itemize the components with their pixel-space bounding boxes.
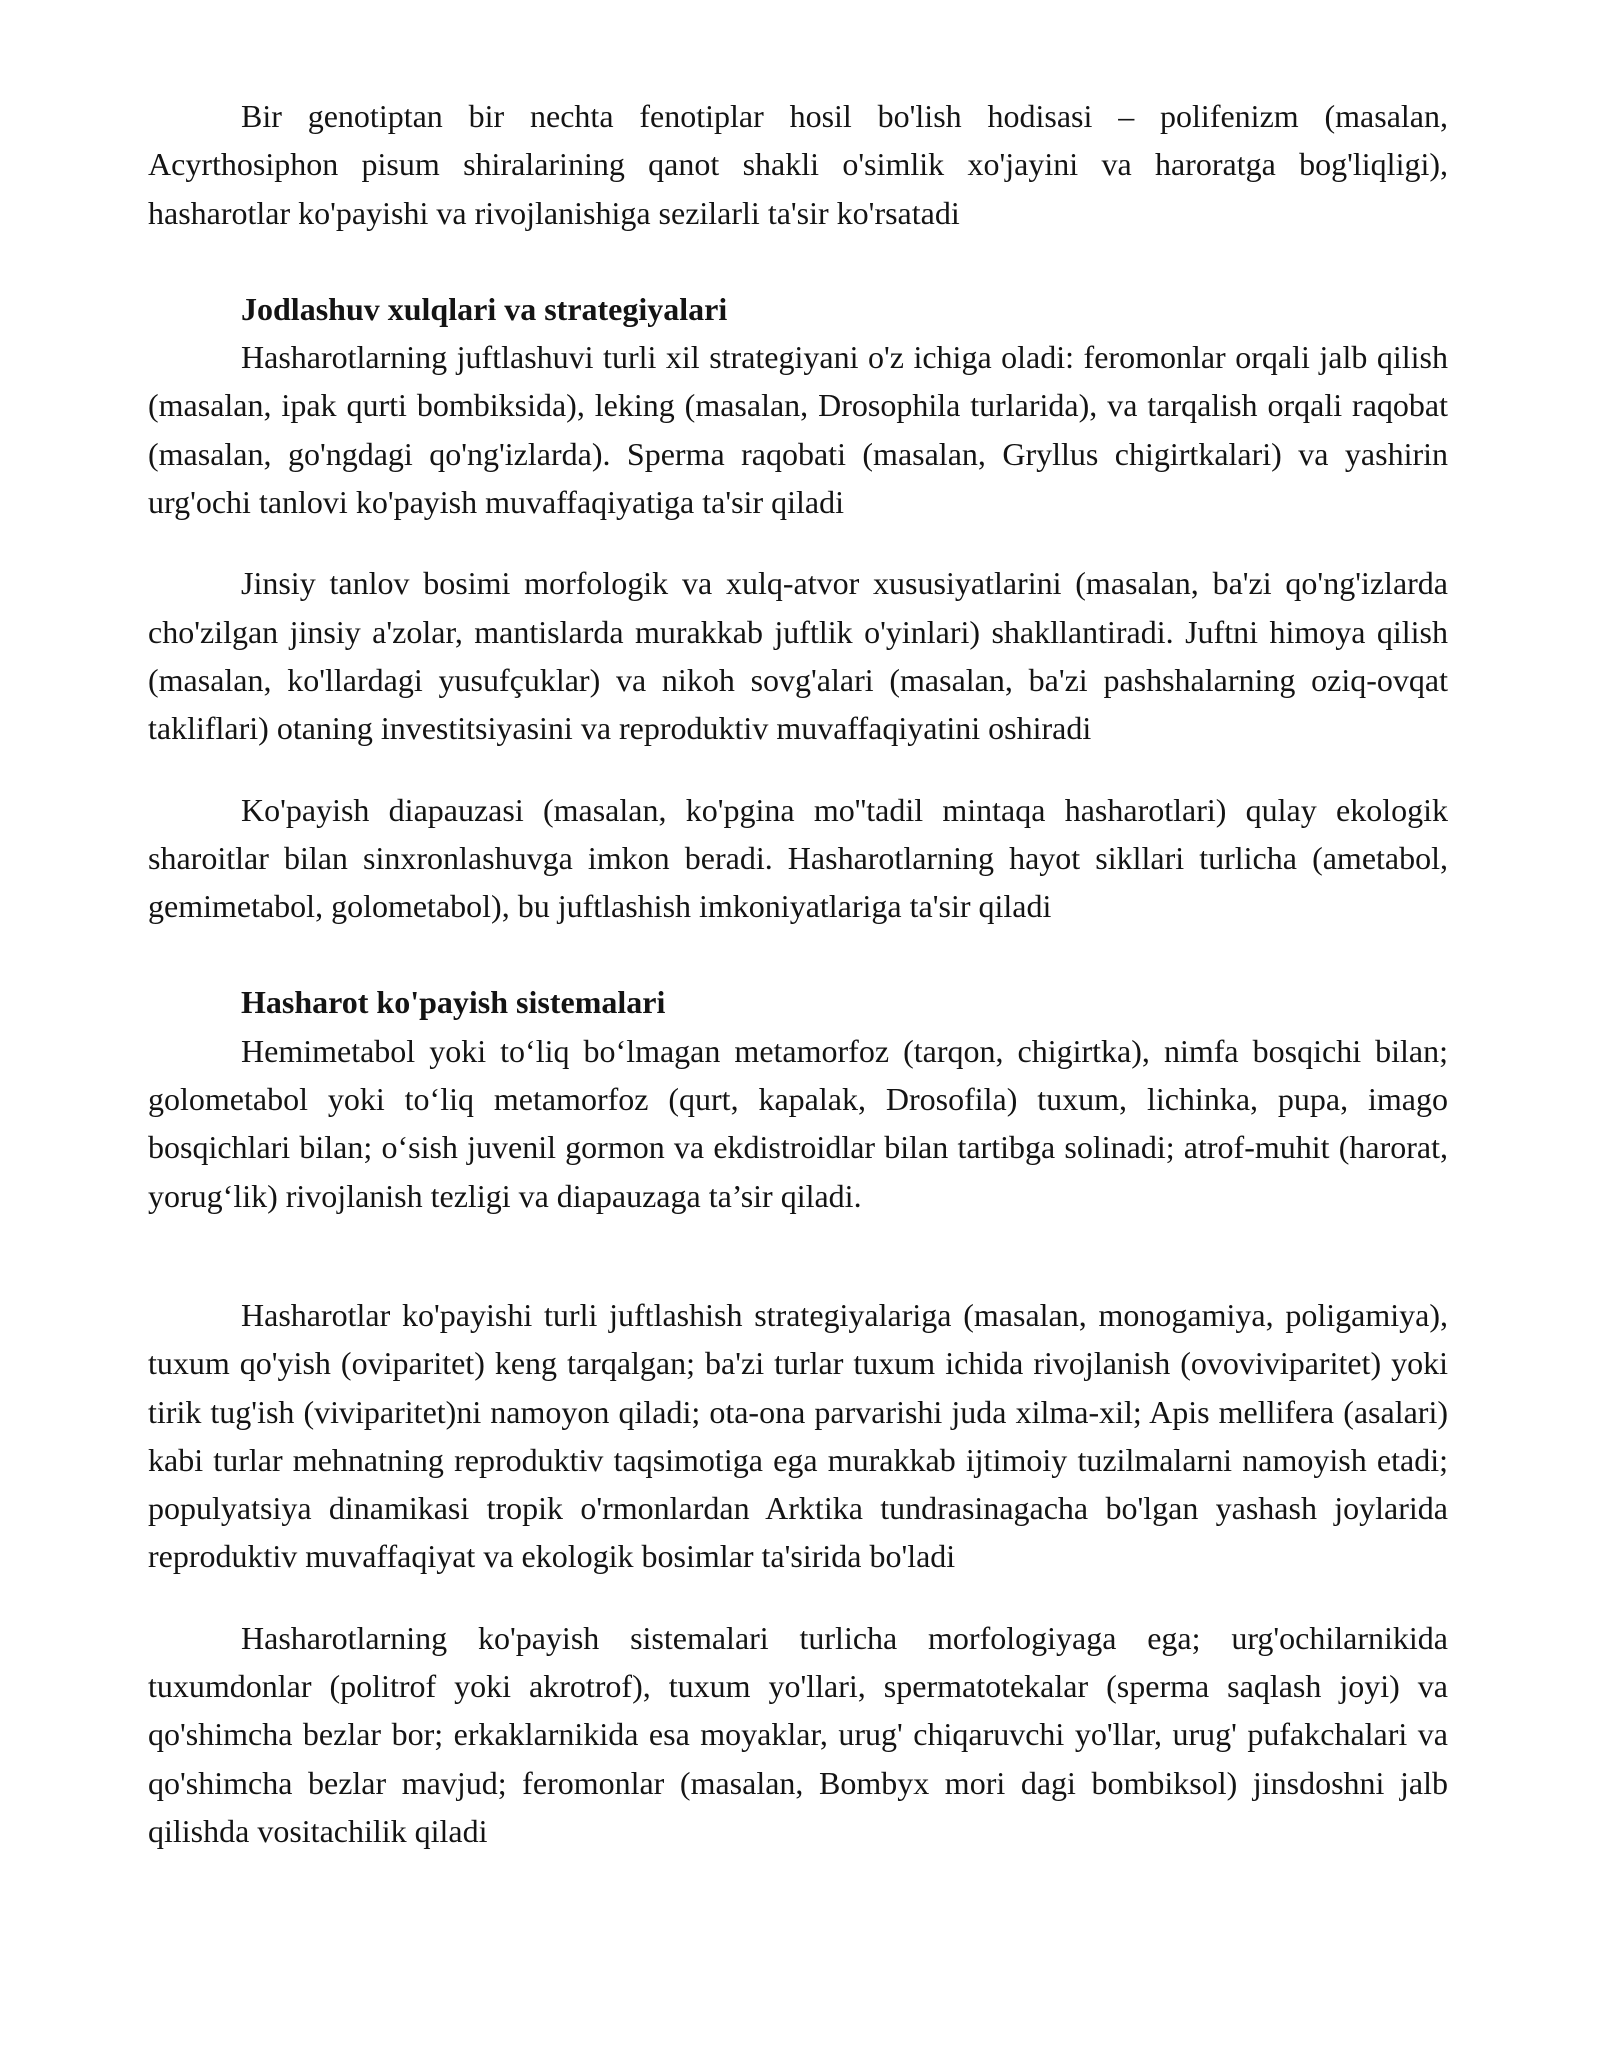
spacer: [148, 237, 1448, 285]
heading-reproductive-systems: Hasharot ko'payish sistemalari: [241, 984, 666, 1021]
spacer: [148, 526, 1448, 559]
paragraph-reproductive-morphology: Hasharotlarning ko'payish sistemalari turlicha morfologiyaga ega; urg'ochilarnikida tuxumdonlar (politrof yoki akrotrof), tuxum yo'llari, spermatotekalar (sperma saqlash joyi) va qo'shimcha bezlar bor; erkaklarnikida esa moyaklar, urug' chiqaruvchi yo'llar, urug' pufakchalari va qo'shimcha bezlar mavjud; feromonlar (masalan, Bombyx mori dagi bombiksol) jinsdoshni jalb qilishda vositachilik qiladi: [148, 1619, 1448, 1849]
paragraph-mating-strategies: Hasharotlarning juftlashuvi turli xil strategiyani o'z ichiga oladi: feromonlar orqali jalb qilish (masalan, ipak qurti bombiksida), leking (masalan, Drosophila turlarida), va tarqalish orqali raqobat (masalan, go'ngdagi qo'ng'izlarda). Sperma raqobati (masalan, Gryllus chigirtkalari) va yashirin urg'ochi tanlovi ko'payish muvaffaqiyatiga ta'sir qiladi: [148, 339, 1448, 521]
paragraph-metamorphosis: Hemimetabol yoki to‘liq bo‘lmagan metamorfoz (tarqon, chigirtka), nimfa bosqichi bilan; golometabol yoki to‘liq metamorfoz (qurt, kapalak, Drosofila) tuxum, lichinka, pupa, imago bosqichlari bilan; o‘sish juvenil gormon va ekdistroidlar bilan tartibga solinadi; atrof-muhit (harorat, yorug‘lik) rivojlanish tezligi va diapauzaga ta’sir qiladi.: [148, 1032, 1448, 1214]
paragraph-reproduction-strategies: Hasharotlar ko'payishi turli juftlashish strategiyalariga (masalan, monogamiya, poligamiya), tuxum qo'yish (oviparitet) keng tarqalgan; ba'zi turlar tuxum ichida rivojlanish (ovoviviparitet) yoki tirik tug'ish (viviparitet)ni namoyon qiladi; ota-ona parvarishi juda xilma-xil; Apis mellifera (asalari) kabi turlar mehnatning reproduktiv taqsimotiga ega murakkab ijtimoiy tuzilmalarni namoyish etadi; populyatsiya dinamikasi tropik o'rmonlardan Arktika tundrasinagacha bo'lgan yashash joylarida reproduktiv muvaffaqiyat va ekologik bosimlar ta'sirida bo'ladi: [148, 1296, 1448, 1575]
paragraph-polyphenism: Bir genotiptan bir nechta fenotiplar hosil bo'lish hodisasi – polifenizm (masalan, Acyrthosiphon pisum shiralarining qanot shakli o'simlik xo'jayini va haroratga bog'liqligi), hasharotlar ko'payishi va rivojlanishiga sezilarli ta'sir ko'rsatadi: [148, 98, 1448, 231]
paragraph-sexual-selection: Jinsiy tanlov bosimi morfologik va xulq-atvor xususiyatlarini (masalan, ba'zi qo'ng'izlarda cho'zilgan jinsiy a'zolar, mantislarda murakkab juftlik o'yinlari) shakllantiradi. Juftni himoya qilish (masalan, ko'llardagi yusufçuklar) va nikoh sovg'alari (masalan, ba'zi pashshalarning oziq-ovqat takliflari) otaning investitsiyasini va reproduktiv muvaffaqiyatini oshiradi: [148, 565, 1448, 747]
document-body: [148, 92, 1448, 1855]
spacer: [148, 930, 1448, 978]
spacer: [148, 1581, 1448, 1614]
heading-mating-behaviour: Jodlashuv xulqlari va strategiyalari: [241, 290, 728, 327]
paragraph-diapause: Ko'payish diapauzasi (masalan, ko'pgina mo''tadil mintaqa hasharotlari) qulay ekologik sharoitlar bilan sinxronlashuvga imkon beradi. Hasharotlarning hayot sikllari turlicha (ametabol, gemimetabol, golometabol), bu juftlashish imkoniyatlariga ta'sir qiladi: [148, 791, 1448, 925]
spacer: [148, 1220, 1448, 1291]
spacer: [148, 753, 1448, 786]
